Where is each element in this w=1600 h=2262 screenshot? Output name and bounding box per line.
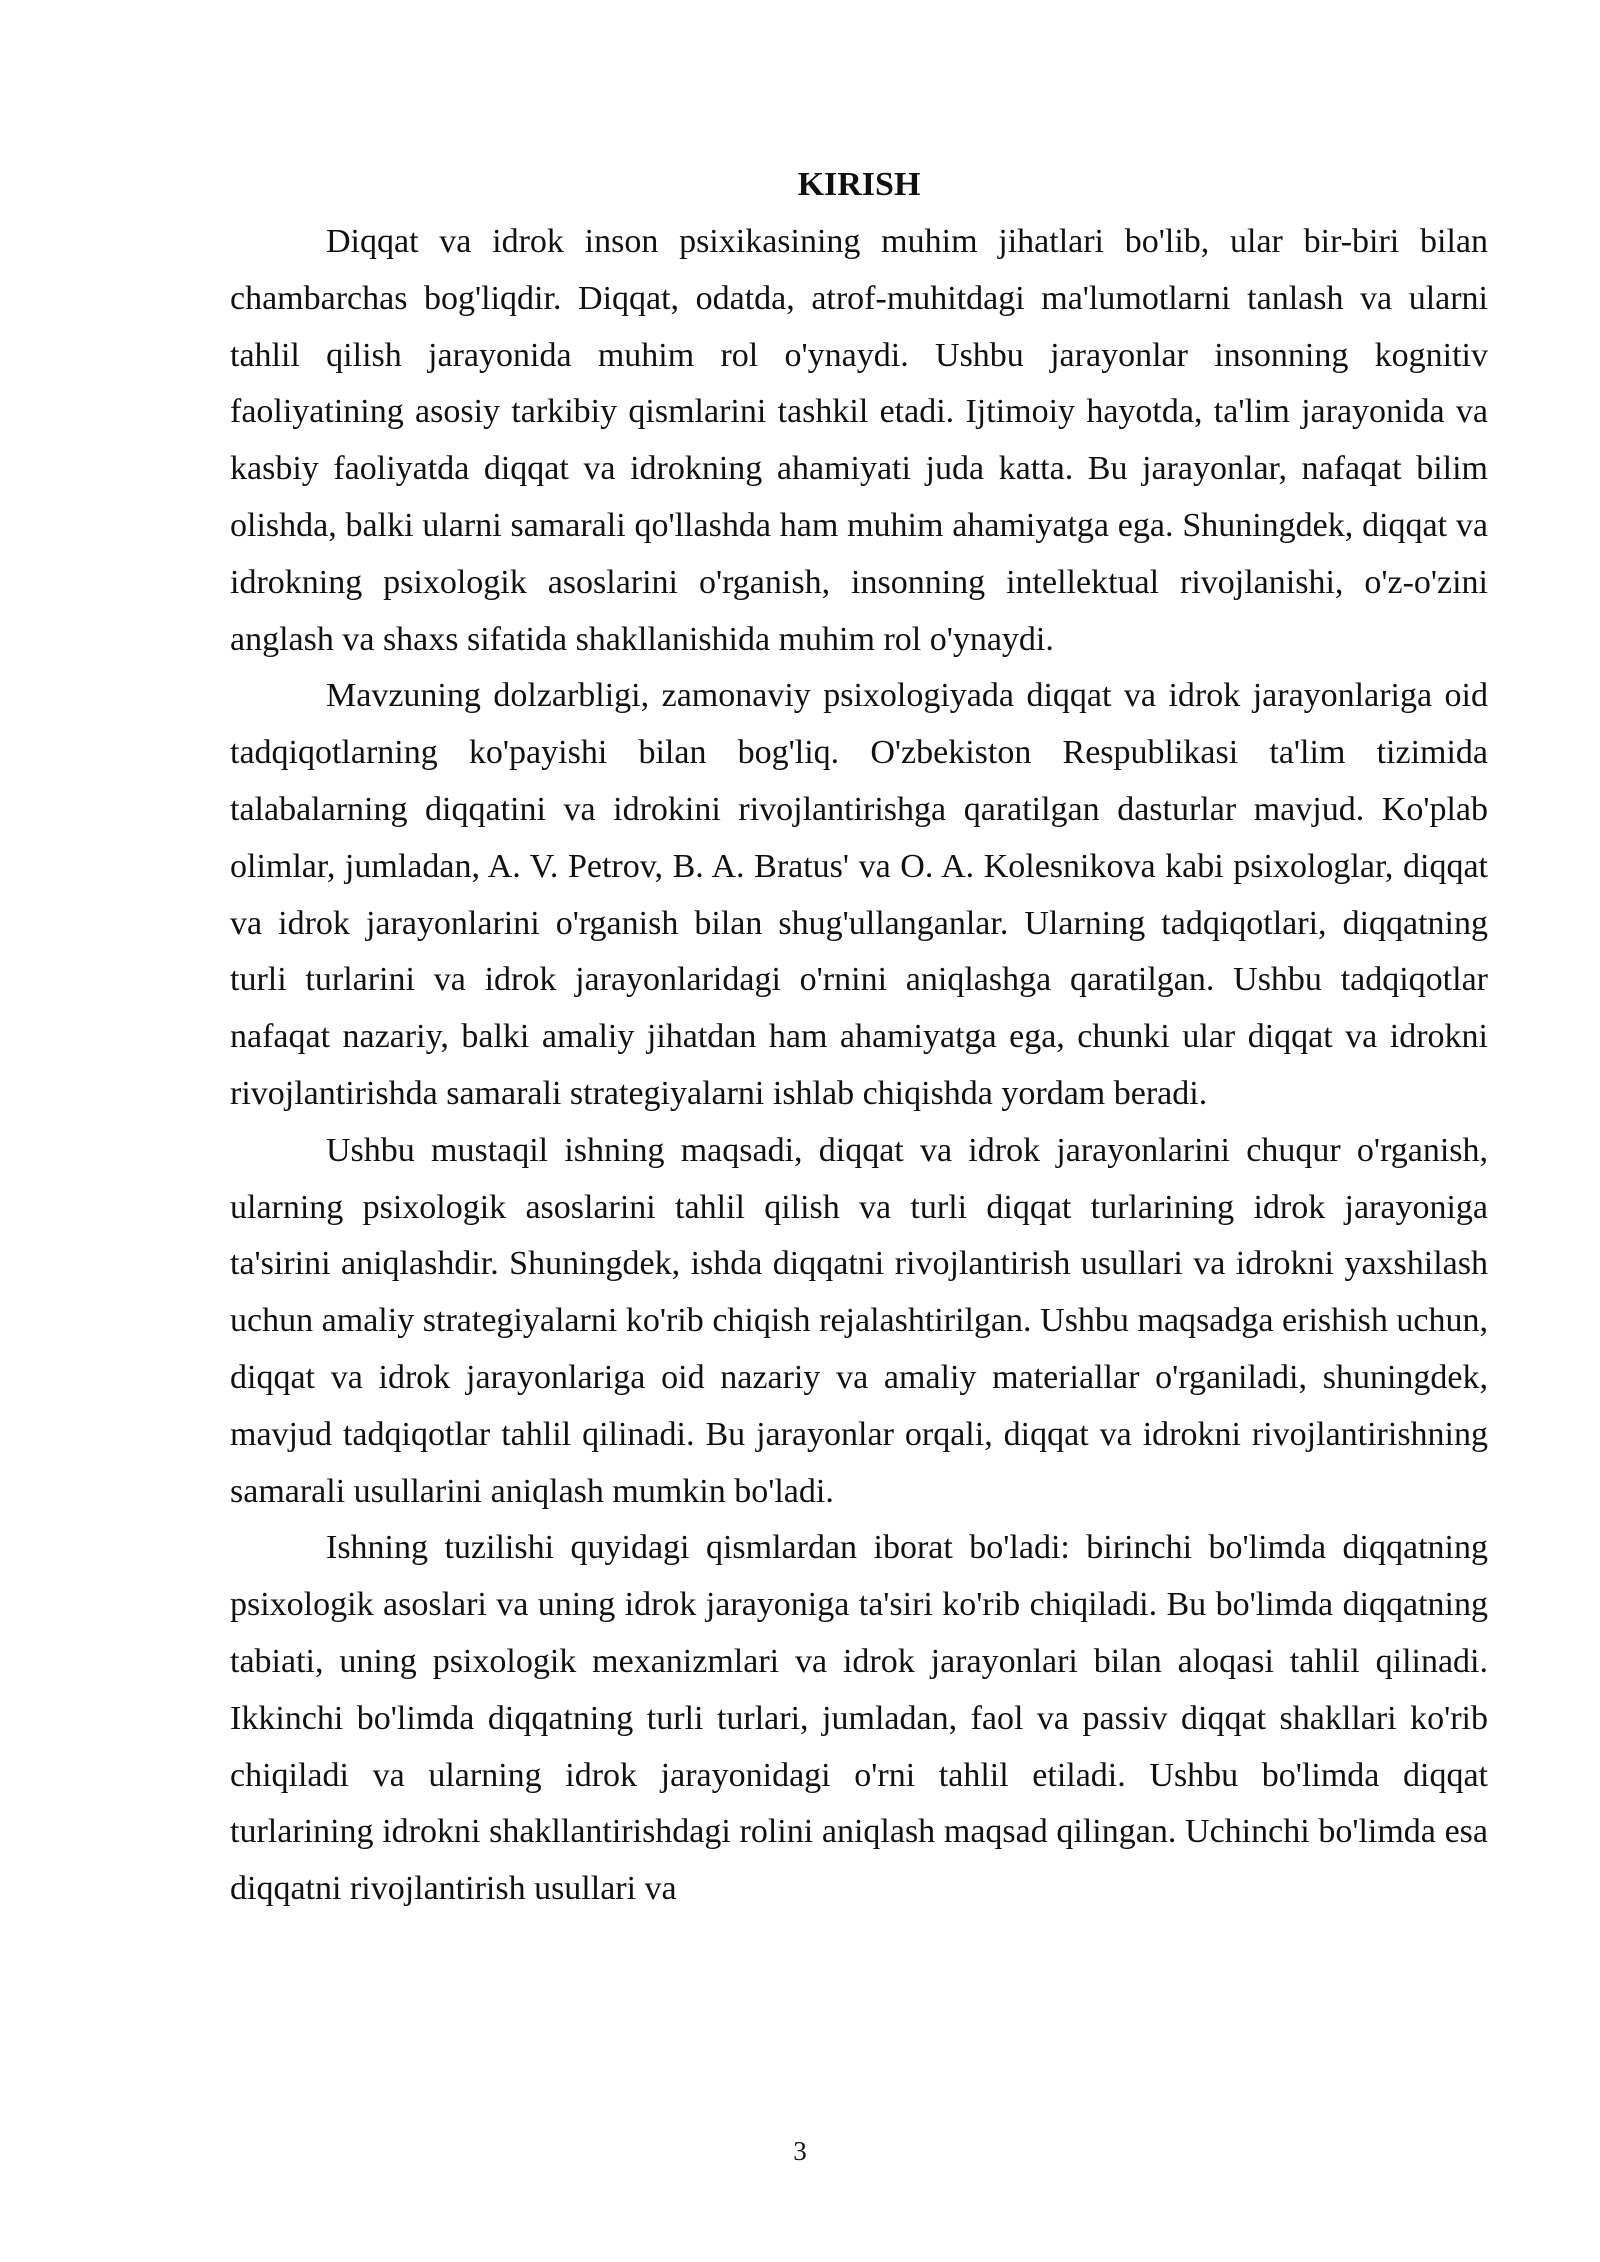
paragraph-relevance: Mavzuning dolzarbligi, zamonaviy psixologiyada diqqat va idrok jarayonlariga oid tadqiqotlarning ko'payishi bilan bog'liq. O'zbekiston Respublikasi ta'lim tizimida talabalarning diqqatini va idrokini rivojlantirishga qaratilgan dasturlar mavjud. Ko'plab olimlar, jumladan, A. V. Petrov, B. A. Bratus' va O. A. Kolesnikova kabi psixologlar, diqqat va idrok jarayonlarini o'rganish bilan shug'ullanganlar. Ularning tadqiqotlari, diqqatning turli turlarini va idrok jarayonlaridagi o'rnini aniqlashga qaratilgan. Ushbu tadqiqotlar nafaqat nazariy, balki amaliy jihatdan ham ahamiyatga ega, chunki ular diqqat va idrokni rivojlantirishda samarali strategiyalarni ishlab chiqishda yordam beradi.: [230, 677, 1488, 1112]
section-title: KIRISH: [797, 166, 921, 203]
page-number: 3: [793, 2136, 807, 2166]
paragraph-structure: Ishning tuzilishi quyidagi qismlardan iborat bo'ladi: birinchi bo'limda diqqatning psixologik asoslari va uning idrok jarayoniga ta'siri ko'rib chiqiladi. Bu bo'limda diqqatning tabiati, uning psixologik mexanizmlari va idrok jarayonlari bilan aloqasi tahlil qilinadi. Ikkinchi bo'limda diqqatning turli turlari, jumladan, faol va passiv diqqat shakllari ko'rib chiqiladi va ularning idrok jarayonidagi o'rni tahlil etiladi. Ushbu bo'limda diqqat turlarining idrokni shakllantirishdagi rolini aniqlash maqsad qilingan. Uchinchi bo'limda esa diqqatni rivojlantirish usullari va: [230, 1529, 1488, 1908]
paragraph-intro: Diqqat va idrok inson psixikasining muhim jihatlari bo'lib, ular bir-biri bilan chambarchas bog'liqdir. Diqqat, odatda, atrof-muhitdagi ma'lumotlarni tanlash va ularni tahlil qilish jarayonida muhim rol o'ynaydi. Ushbu jarayonlar insonning kognitiv faoliyatining asosiy tarkibiy qismlarini tashkil etadi. Ijtimoiy hayotda, ta'lim jarayonida va kasbiy faoliyatda diqqat va idrokning ahamiyati juda katta. Bu jarayonlar, nafaqat bilim olishda, balki ularni samarali qo'llashda ham muhim ahamiyatga ega. Shuningdek, diqqat va idrokning psixologik asoslarini o'rganish, insonning intellektual rivojlanishi, o'z-o'zini anglash va shaxs sifatida shakllanishida muhim rol o'ynaydi.: [230, 223, 1488, 658]
page-content: [230, 160, 1488, 1918]
paragraph-purpose: Ushbu mustaqil ishning maqsadi, diqqat va idrok jarayonlarini chuqur o'rganish, ularning psixologik asoslarini tahlil qilish va turli diqqat turlarining idrok jarayoniga ta'sirini aniqlashdir. Shuningdek, ishda diqqatni rivojlantirish usullari va idrokni yaxshilash uchun amaliy strategiyalarni ko'rib chiqish rejalashtirilgan. Ushbu maqsadga erishish uchun, diqqat va idrok jarayonlariga oid nazariy va amaliy materiallar o'rganiladi, shuningdek, mavjud tadqiqotlar tahlil qilinadi. Bu jarayonlar orqali, diqqat va idrokni rivojlantirishning samarali usullarini aniqlash mumkin bo'ladi.: [230, 1131, 1488, 1510]
